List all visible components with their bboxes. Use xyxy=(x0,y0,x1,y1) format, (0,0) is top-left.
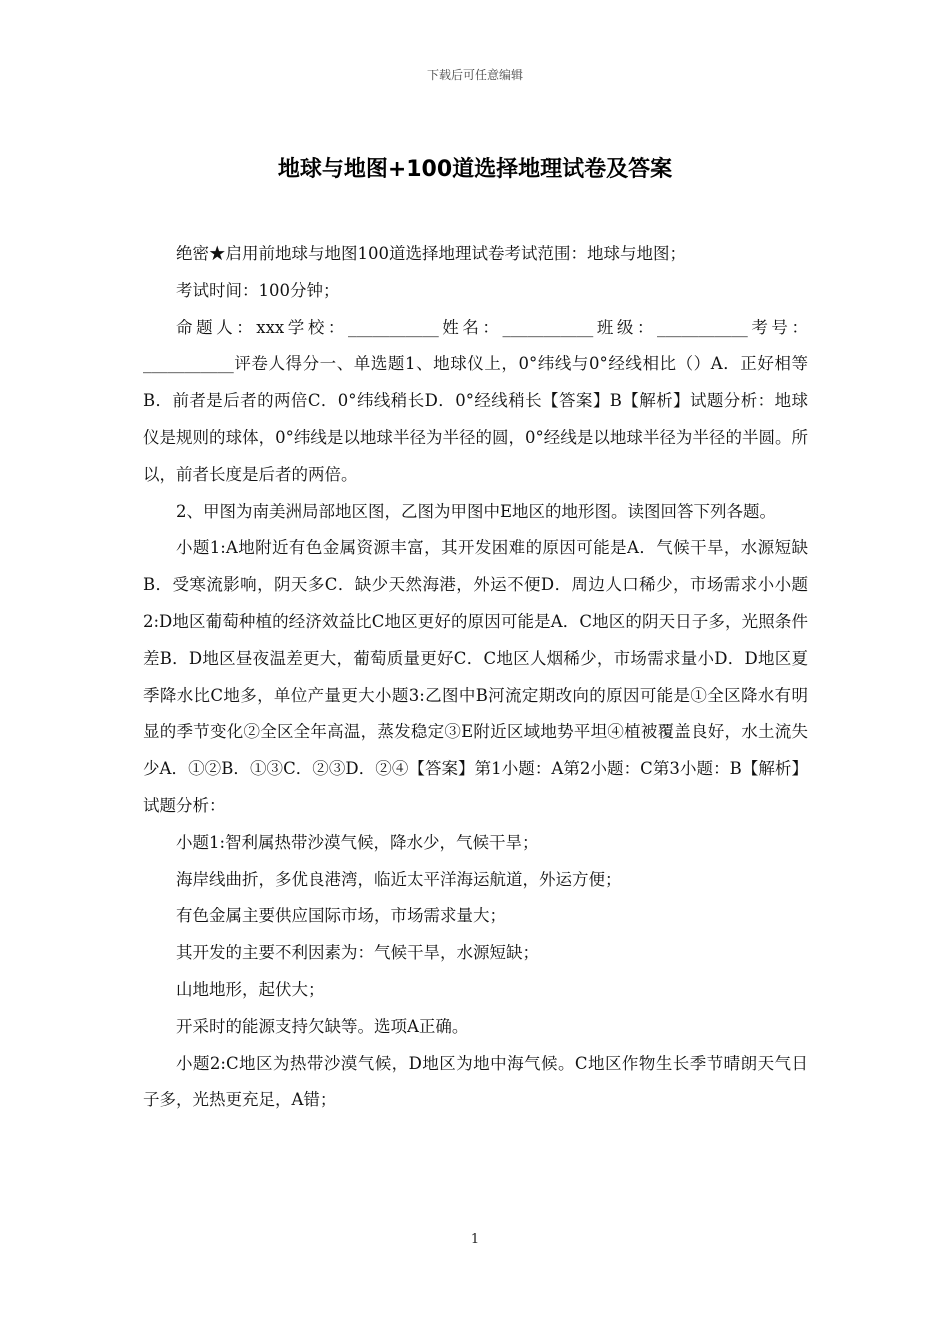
page-header-note: 下载后可任意编辑 xyxy=(426,68,523,82)
paragraph: 绝密★启用前地球与地图100道选择地理试卷考试范围：地球与地图； xyxy=(176,244,686,263)
document-title: 地球与地图+100道选择地理试卷及答案 xyxy=(277,157,673,182)
paragraph: 有色金属主要供应国际市场，市场需求量大； xyxy=(176,906,506,926)
paragraph: 小题1:A地附近有色金属资源丰富，其开发困难的原因可能是A．气候干旱，水源短缺B．受寒流影响，阴天多C．缺少天然海港，外运不便D．周边人口稀少，市场需求小小题2:D地区葡萄种植的经济效益比C地区更好的原因可能是A．C地区的阴天日子多，光照条件差B．D地区昼夜温差更大，葡萄质量更好C．C地区人烟稀少，市场需求量小D．D地区夏季降水比C地多，单位产量更大小题3:乙图中B河流定期改向的原因可能是①全区降水有明显的季节变化②全区全年高温，蒸发稳定③E附近区域地势平坦④植被覆盖良好，水土流失少A．①②B．①③C．②③D．②④【答案】第1小题：A第2小题：C第3小题：B【解析】试题分析： xyxy=(143,538,808,815)
paragraph: 小题1:智利属热带沙漠气候，降水少，气候干旱； xyxy=(176,832,539,852)
paragraph: 命题人：xxx学校：___________姓名：___________班级：___________考号：___________评卷人得分一、单选题1、地球仪上，0°纬线与0°经线相比（）A．正好相等B．前者是后者的两倍C．0°纬线稍长D．0°经线稍长【答案】B【解析】试题分析：地球仪是规则的球体，0°纬线是以地球半径为半径的圆，0°经线是以地球半径为半径的半圆。所以，前者长度是后者的两倍。 xyxy=(143,317,808,484)
document-body xyxy=(143,236,808,1119)
paragraph: 海岸线曲折，多优良港湾，临近太平洋海运航道，外运方便； xyxy=(176,869,622,889)
paragraph: 小题2:C地区为热带沙漠气候，D地区为地中海气候。C地区作物生长季节晴朗天气日子多，光热更充足，A错； xyxy=(143,1053,808,1110)
paragraph: 其开发的主要不利因素为：气候干旱，水源短缺； xyxy=(176,943,539,963)
page-number: 1 xyxy=(470,1232,480,1247)
paragraph: 考试时间：100分钟； xyxy=(176,280,340,300)
paragraph: 开采时的能源支持欠缺等。选项A正确。 xyxy=(176,1016,469,1036)
paragraph: 2、甲图为南美洲局部地区图，乙图为甲图中E地区的地形图。读图回答下列各题。 xyxy=(176,501,777,521)
paragraph: 山地地形，起伏大； xyxy=(176,979,325,999)
